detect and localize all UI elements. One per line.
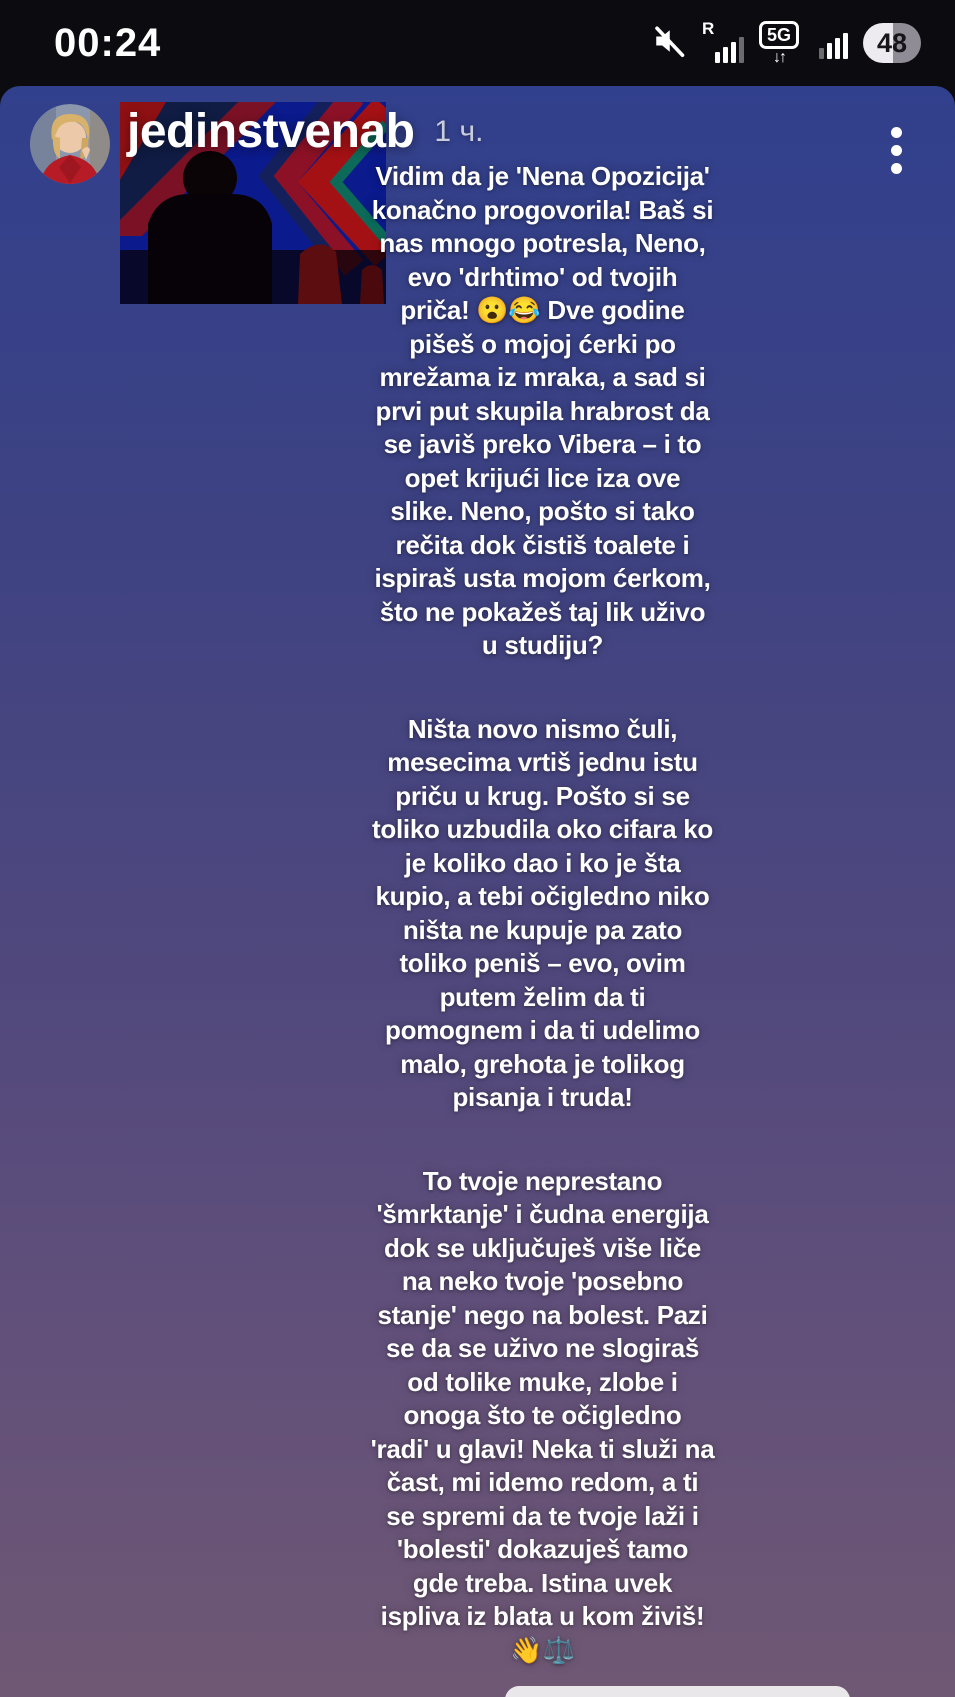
5g-network-icon [759, 21, 799, 66]
story-text-line: prvi put skupila hrabrost da [375, 395, 710, 426]
username[interactable]: jedinstvenab [127, 105, 415, 158]
story-text-line: 'radi' u glavi! Neka ti služi na [370, 1433, 715, 1464]
story-text-line: Ništa novo nismo čuli, [407, 713, 678, 744]
story-text-line: mrežama iz mraka, a sad si [379, 362, 706, 392]
story-paragraph [330, 713, 755, 1115]
story-text-line: pisanja i truda! [452, 1082, 633, 1112]
status-bar [0, 0, 955, 86]
story-text-line: 👋⚖️ [510, 1634, 575, 1665]
cellular-signal-bars-icon [814, 19, 848, 67]
story-text-line: stanje' nego na bolest. Pazi [377, 1299, 708, 1330]
story-text-line: u studiju? [481, 630, 604, 660]
story-text-line: čast, mi idemo redom, a ti [386, 1467, 699, 1497]
story-text-line: slike. Neno, pošto si tako [390, 496, 695, 526]
story-text-line: na neko tvoje 'posebno [401, 1266, 684, 1296]
story-text-line: Vidim da je 'Nena Opozicija' [375, 161, 710, 191]
5g-badge: 5G [759, 21, 799, 49]
story-text-line: malo, grehota je tolikog [400, 1048, 685, 1079]
roaming-signal-bars-icon [702, 19, 744, 67]
updown-arrows-icon: ↓↑ [772, 48, 785, 66]
story-text-line: toliko uzbudila oko cifara ko [372, 814, 713, 844]
story-paragraph [330, 160, 755, 663]
story-text-line: To tvoje neprestano [422, 1165, 663, 1196]
story-text-line: 'šmrktanje' i čudna energija [376, 1199, 709, 1229]
story-text-line: se da se uživo ne slogiraš [386, 1333, 699, 1363]
story-text-line: mesecima vrtiš jednu istu [387, 747, 698, 777]
battery-level-indicator [863, 23, 921, 63]
story-text-line: ispiraš usta mojom ćerkom, [374, 563, 711, 593]
story-timestamp: 1 ч. [434, 115, 484, 148]
story-text-line: priča! 😮😂 Dve godine [400, 295, 685, 325]
story-text-line: se spremi da te tvoje laži i [386, 1500, 699, 1531]
reply-input-preview[interactable] [505, 1686, 850, 1697]
three-dot-menu-icon[interactable] [884, 127, 908, 174]
story-text-line: ništa ne kupuje pa zato [402, 914, 683, 945]
story-text [330, 160, 755, 1667]
story-text-line: pomognem i da ti udelimo [385, 1015, 700, 1045]
story-text-line: dok se uključuješ više liče [383, 1232, 702, 1263]
battery-percent: 48 [876, 27, 908, 58]
story-text-line: se javiš preko Vibera – i to [383, 429, 702, 459]
story-text-line: rečita dok čistiš toalete i [395, 529, 690, 560]
story-text-line: putem želim da ti [439, 981, 646, 1012]
story-header [127, 103, 483, 161]
story-text-line: gde treba. Istina uvek [412, 1567, 673, 1598]
story-text-line: 'bolesti' dokazuješ tamo [396, 1534, 689, 1564]
story-text-line: onoga što te očigledno [403, 1400, 682, 1430]
story-text-line: evo 'drhtimo' od tvojih [407, 261, 678, 292]
story-text-line: nas mnogo potresla, Neno, [379, 228, 706, 258]
story-text-line: od tolike muke, zlobe i [407, 1366, 678, 1397]
clock-time: 00:24 [54, 20, 162, 65]
story-paragraph [330, 1165, 755, 1668]
muted-speaker-icon [651, 23, 687, 64]
story-text-line: opet krijući lice iza ove [404, 462, 681, 493]
profile-avatar[interactable] [30, 104, 110, 184]
status-icons [651, 19, 921, 67]
story-text-line: što ne pokažeš taj lik uživo [379, 596, 706, 627]
story-text-line: pišeš o mojoj ćerki po [409, 328, 676, 359]
story-text-line: ispliva iz blata u kom živiš! [380, 1601, 705, 1631]
story-text-line: priču u krug. Pošto si se [395, 780, 690, 811]
story-text-line: kupio, a tebi očigledno niko [375, 881, 710, 911]
roaming-label: R [701, 19, 715, 38]
story-text-line: je koliko dao i ko je šta [404, 847, 681, 878]
story-text-line: toliko peniš – evo, ovim [399, 948, 686, 978]
story-text-line: konačno progovorila! Baš si [371, 194, 714, 225]
